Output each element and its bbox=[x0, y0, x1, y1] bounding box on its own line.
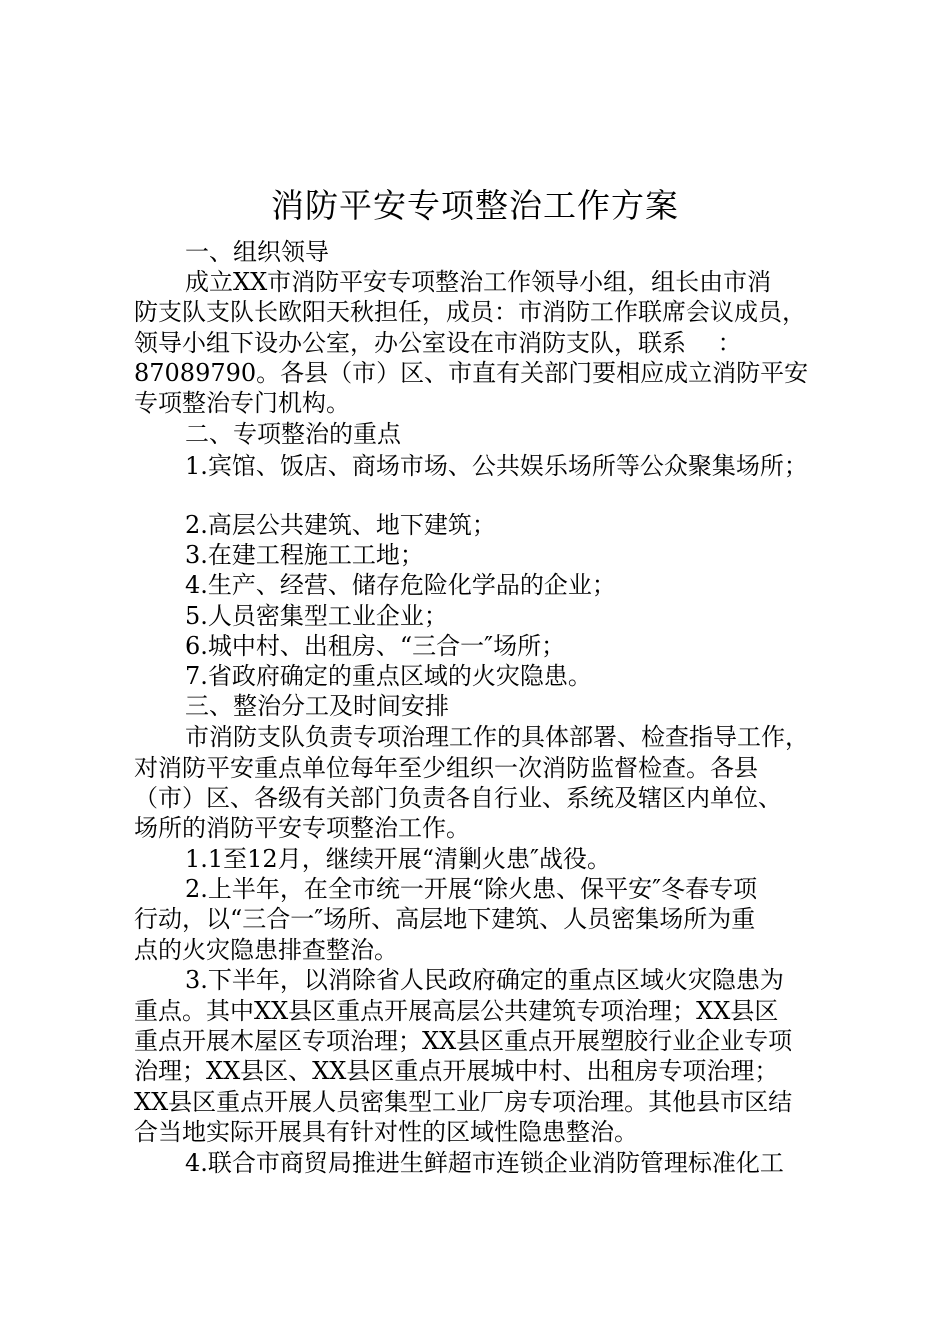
section-heading-schedule: 三、整治分工及时间安排 bbox=[185, 692, 449, 720]
paragraph-line: 市消防支队负责专项治理工作的具体部署、检查指导工作， bbox=[185, 723, 809, 751]
paragraph-line: 重点。其中XX县区重点开展高层公共建筑专项治理；XX县区 bbox=[134, 997, 779, 1025]
list-item: 2.上半年，在全市统一开展“除火患、保平安″冬春专项 bbox=[185, 875, 758, 903]
list-item: 7.省政府确定的重点区域的火灾隐患。 bbox=[185, 662, 592, 690]
list-item: 6.城中村、出租房、“三合一″场所； bbox=[185, 632, 566, 660]
section-heading-focus: 二、专项整治的重点 bbox=[185, 420, 401, 448]
paragraph-line: 对消防平安重点单位每年至少组织一次消防监督检查。各县 bbox=[134, 754, 758, 782]
list-item: 4.生产、经营、储存危险化学品的企业； bbox=[185, 571, 616, 599]
paragraph-line: 场所的消防平安专项整治工作。 bbox=[134, 814, 470, 842]
paragraph-line: 治理；XX县区、XX县区重点开展城中村、出租房专项治理； bbox=[134, 1057, 779, 1085]
list-item: 3.在建工程施工工地； bbox=[185, 541, 424, 569]
list-item: 5.人员密集型工业企业； bbox=[185, 602, 448, 630]
paragraph-line: XX县区重点开展人员密集型工业厂房专项治理。其他县市区结 bbox=[134, 1088, 793, 1116]
document-title: 消防平安专项整治工作方案 bbox=[271, 186, 679, 225]
paragraph-line: 87089790。各县（市）区、市直有关部门要相应成立消防平安 bbox=[134, 359, 809, 387]
paragraph-line: 点的火灾隐患排查整治。 bbox=[134, 936, 398, 964]
paragraph-line: 专项整治专门机构。 bbox=[134, 389, 350, 417]
paragraph-line: （市）区、各级有关部门负责各自行业、系统及辖区内单位、 bbox=[134, 784, 782, 812]
paragraph-line: 成立XX市消防平安专项整治工作领导小组，组长由市消 bbox=[185, 268, 772, 296]
list-item: 3.下半年，以消除省人民政府确定的重点区域火灾隐患为 bbox=[185, 966, 784, 994]
paragraph-line: 防支队支队长欧阳天秋担任，成员：市消防工作联席会议成员， bbox=[134, 298, 806, 326]
paragraph-line: 合当地实际开展具有针对性的区域性隐患整治。 bbox=[134, 1118, 638, 1146]
section-heading-organization: 一、组织领导 bbox=[185, 238, 329, 266]
paragraph-line: 重点开展木屋区专项治理；XX县区重点开展塑胶行业企业专项 bbox=[134, 1027, 793, 1055]
list-item: 1.宾馆、饭店、商场市场、公共娱乐场所等公众聚集场所； bbox=[185, 452, 808, 480]
list-item: 2.高层公共建筑、地下建筑； bbox=[185, 511, 496, 539]
list-item: 4.联合市商贸局推进生鲜超市连锁企业消防管理标准化工 bbox=[185, 1149, 784, 1177]
paragraph-line: 行动，以“三合一″场所、高层地下建筑、人员密集场所为重 bbox=[134, 905, 756, 933]
paragraph-line: 领导小组下设办公室，办公室设在市消防支队，联系 ： bbox=[134, 329, 742, 357]
list-item: 1.1至12月，继续开展“清剿火患″战役。 bbox=[185, 845, 611, 873]
